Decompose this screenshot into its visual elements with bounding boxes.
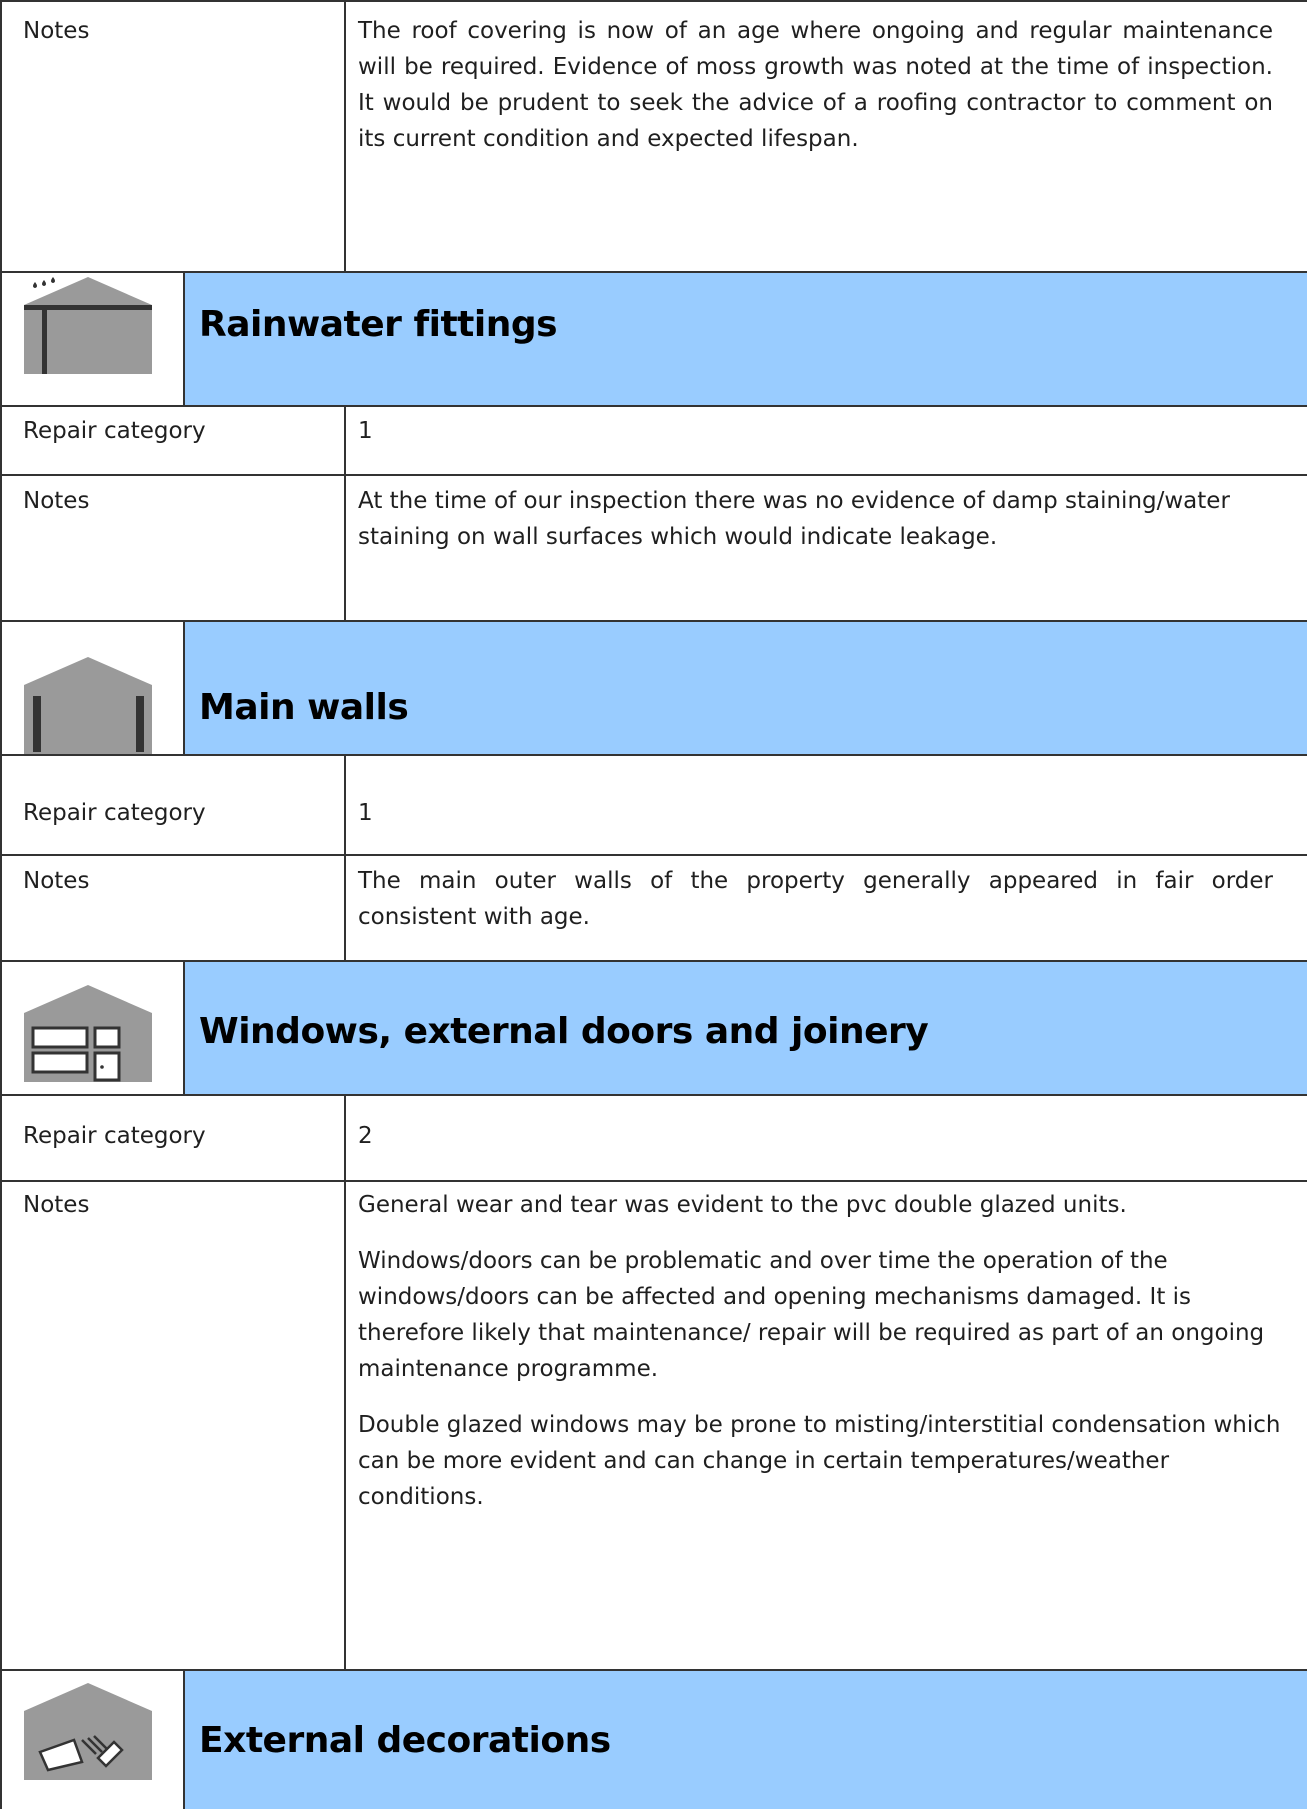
notes-text: The roof covering is now of an age where ongoing and regular maintenance will be required. Evidence of moss growth was noted at the time of inspection. It would be prudent to seek the advice of a roofing contractor to comment on its current condition and expected lifespan.: [358, 18, 1273, 152]
notes-text: The main outer walls of the property generally appeared in fair order consistent with age.: [358, 868, 1273, 930]
rule: [344, 1094, 346, 1670]
rule: [183, 1669, 185, 1809]
repair-category-value: 1: [358, 800, 373, 826]
notes-label: Notes: [23, 488, 90, 514]
rule: [0, 620, 1307, 622]
rule: [183, 271, 185, 406]
house-rainwater-icon: [22, 274, 154, 376]
notes-text: [358, 1187, 1293, 1515]
repair-category-label: Repair category: [23, 800, 206, 826]
notes-paragraph: General wear and tear was evident to the pvc double glazed units.: [358, 1192, 1127, 1218]
repair-category-label: Repair category: [23, 1123, 206, 1149]
rule: [0, 1094, 1307, 1096]
rule: [0, 960, 1307, 962]
section-title: Rainwater fittings: [199, 304, 558, 345]
rule: [0, 405, 1307, 407]
rule: [0, 0, 2, 1809]
rule: [0, 1669, 1307, 1671]
section-title: External decorations: [199, 1720, 611, 1761]
rule: [183, 960, 185, 1095]
repair-category-label: Repair category: [23, 418, 206, 444]
rule: [344, 754, 346, 961]
section-title: Windows, external doors and joinery: [199, 1011, 929, 1052]
repair-category-value: 2: [358, 1123, 373, 1149]
repair-category-value: 1: [358, 418, 373, 444]
section-title: Main walls: [199, 687, 409, 728]
rule: [0, 854, 1307, 856]
notes-paragraph: Double glazed windows may be prone to misting/interstitial condensation which can be more evident and can change in certain temperatures/weather conditions.: [358, 1412, 1281, 1510]
notes-label: Notes: [23, 1192, 90, 1218]
rule: [0, 474, 1307, 476]
rule: [0, 754, 1307, 756]
notes-text: At the time of our inspection there was no evidence of damp staining/water staining on wall surfaces which would indicate leakage.: [358, 488, 1230, 550]
notes-label: Notes: [23, 18, 90, 44]
rule: [344, 0, 346, 272]
house-paint-icon: [22, 1680, 154, 1782]
rule: [0, 1180, 1307, 1182]
notes-paragraph: Windows/doors can be problematic and over time the operation of the windows/doors can be affected and opening mechanisms damaged. It is therefore likely that maintenance/ repair will be required as part of an ongoing maintenance programme.: [358, 1248, 1265, 1382]
rule: [0, 0, 1307, 2]
notes-label: Notes: [23, 868, 90, 894]
rule: [344, 405, 346, 621]
house-windows-icon: [22, 982, 154, 1084]
house-walls-icon: [22, 654, 154, 756]
rule: [0, 271, 1307, 273]
rule: [183, 620, 185, 755]
